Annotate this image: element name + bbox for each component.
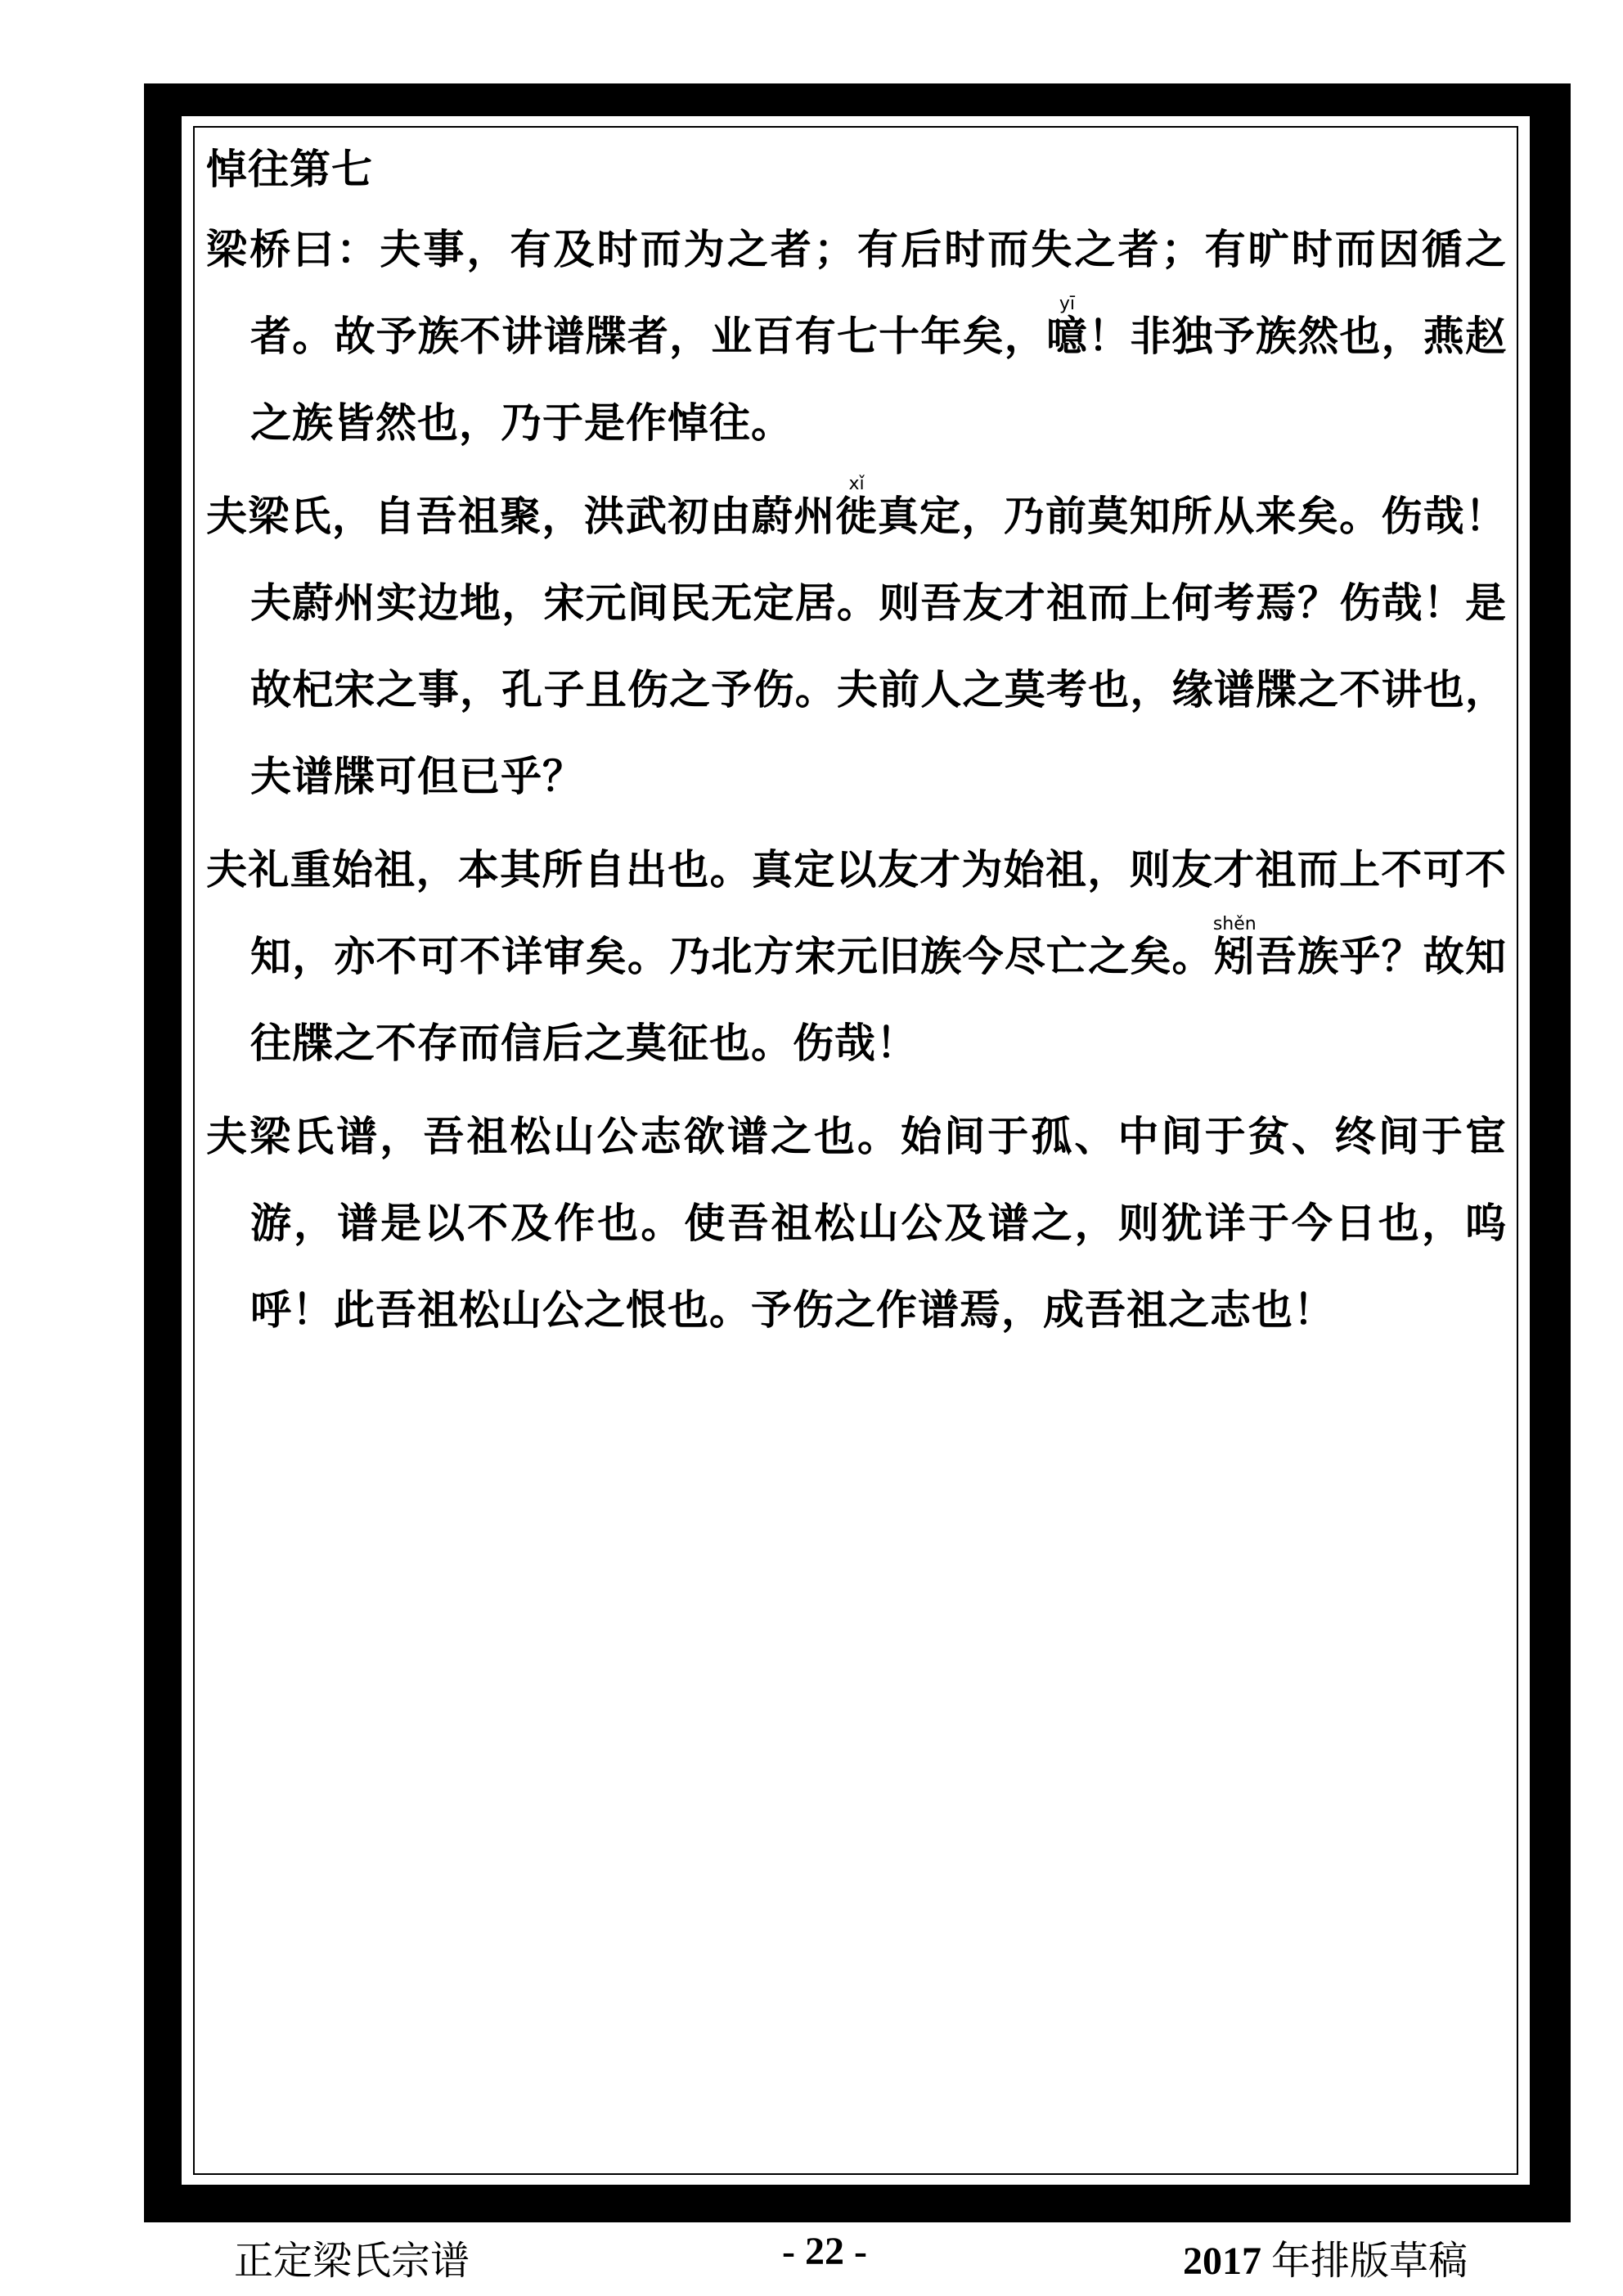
footer-book-title: 正定梁氏宗谱 — [234, 2240, 470, 2283]
page-border-inner — [180, 115, 1531, 2186]
ruby-char: 徙 — [835, 492, 878, 540]
pinyin: shěn — [1212, 914, 1257, 934]
ruby-annotation — [1045, 294, 1089, 360]
paragraph-text: 梁桥曰：夫事，有及时而为之者；有后时而失之者；有旷时而因循之者。故予族不讲谱牒者，业百有七十年矣， — [206, 225, 1507, 360]
ruby-annotation — [835, 474, 878, 540]
ruby-char: 矧 — [1212, 932, 1257, 980]
paragraph-3 — [206, 826, 1507, 1087]
pinyin: yī — [1045, 294, 1088, 314]
footer-draft-text: 年排版草稿 — [1271, 2240, 1468, 2283]
paragraph-text: 吾族乎？故知往牒之不存而信后之莫征也。伤哉！ — [250, 932, 1507, 1067]
paragraph-2 — [206, 473, 1507, 820]
footer-draft-note — [1183, 2229, 1468, 2285]
paragraph-text: 夫梁氏，自吾祖聚，洪武初由蔚州 — [206, 492, 836, 540]
content-frame — [193, 126, 1518, 2175]
paragraph-text: 夫梁氏谱，吾祖松山公志欲谱之也。始间于孤、中间于贫、终间于宦游，谱是以不及作也。使吾祖松山公及谱之，则犹详于今日也，呜呼！此吾祖松山公之恨也。予伤之作谱焉，成吾祖之志也！ — [206, 1112, 1507, 1334]
paragraph-text: 真定，乃前莫知所从来矣。伤哉！夫蔚州实边地，宋元间民无定居。则吾友才祖而上何考焉？伤哉！是故杞宋之事，孔子且伤之予伤。夫前人之莫考也，缘谱牒之不讲也，夫谱牒可但已乎？ — [250, 492, 1508, 800]
ruby-char: 噫 — [1045, 312, 1089, 360]
page-number: - 22 - — [782, 2230, 867, 2273]
page-border-outer — [144, 83, 1571, 2222]
paragraph-text: 夫礼重始祖，本其所自出也。真定以友才为始祖，则友才祖而上不可不知，亦不可不详审矣。乃北方宋元旧族今尽亡之矣。 — [206, 845, 1507, 980]
pinyin: xǐ — [835, 474, 878, 494]
page-footer — [0, 2217, 1623, 2283]
footer-year: 2017 — [1183, 2240, 1261, 2283]
text-body — [206, 142, 1507, 1360]
paragraph-4 — [206, 1093, 1507, 1353]
paragraph-1 — [206, 206, 1507, 466]
section-title: 悼往第七 — [206, 145, 373, 193]
ruby-annotation — [1212, 914, 1257, 980]
paragraph-text: ！非独予族然也，燕赵之族皆然也，乃于是作悼往。 — [250, 312, 1508, 447]
